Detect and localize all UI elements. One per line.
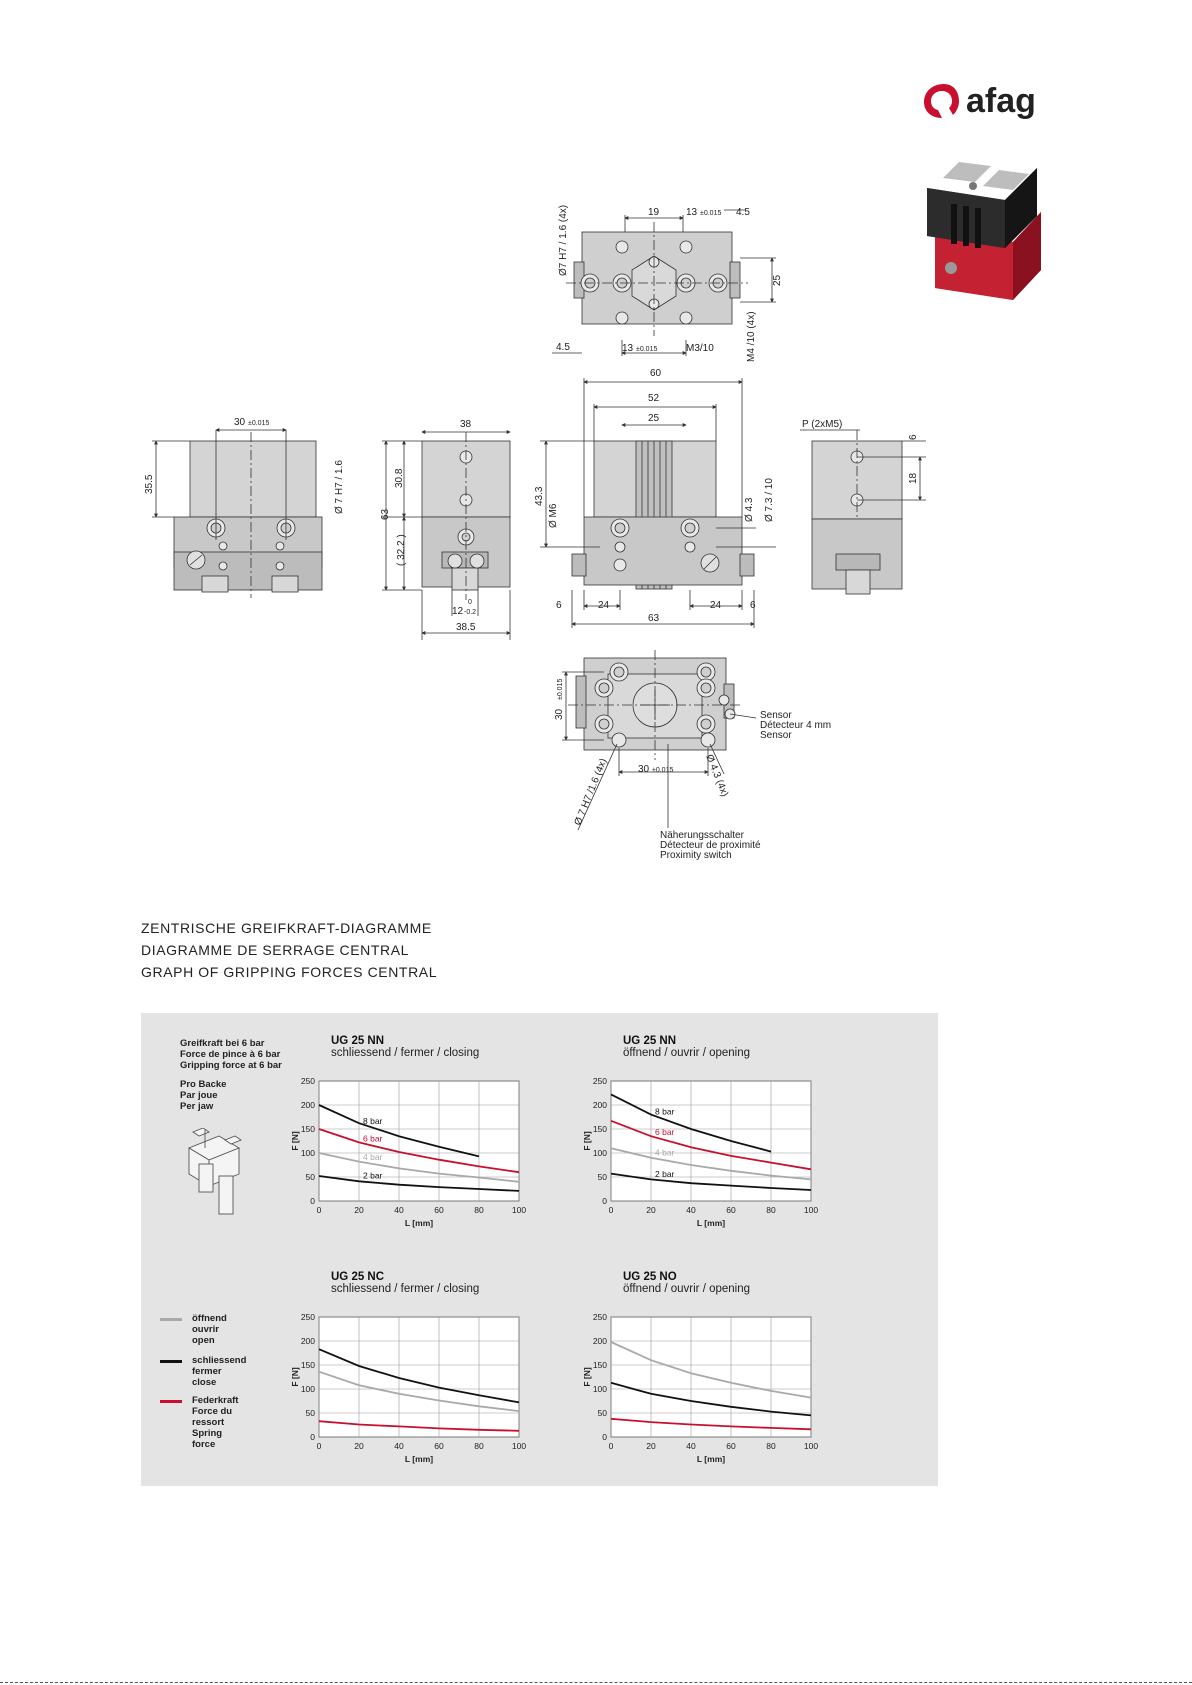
dim-63-front: 63 <box>648 613 660 624</box>
label-4-3-4x: Ø 4.3 (4x) <box>703 753 731 799</box>
y-tick-label: 250 <box>300 1312 315 1322</box>
y-tick-label: 150 <box>300 1124 315 1134</box>
y-tick-label: 100 <box>300 1384 315 1394</box>
chart1-title: UG 25 NN <box>331 1035 385 1047</box>
series-label: 4 bar <box>363 1152 383 1163</box>
x-tick-label: 60 <box>726 1205 736 1215</box>
heading-de: ZENTRISCHE GREIFKRAFT-DIAGRAMME <box>141 920 432 936</box>
left-view <box>152 430 322 598</box>
chart3-heading <box>331 1271 479 1295</box>
x-tick-label: 40 <box>394 1205 404 1215</box>
legend-perjaw <box>180 1079 226 1112</box>
x-tick-label: 20 <box>354 1441 364 1451</box>
x-tick-label: 20 <box>354 1205 364 1215</box>
dim-25-top: 25 <box>772 274 783 286</box>
dim-30-bottom-v: 30 <box>554 708 565 720</box>
y-tick-label: 100 <box>592 1384 607 1394</box>
dim-18: 18 <box>908 472 919 484</box>
tol-015-left: ±0.015 <box>248 420 270 427</box>
y-axis-label: F [N] <box>290 1367 300 1387</box>
y-tick-label: 150 <box>592 1124 607 1134</box>
x-axis-label: L [mm] <box>404 1218 434 1228</box>
x-tick-label: 40 <box>394 1441 404 1451</box>
dim-38: 38 <box>460 419 472 430</box>
y-tick-label: 0 <box>310 1432 315 1442</box>
label-bore-4x-top: Ø7 H7 / 1.6 (4x) <box>558 204 569 276</box>
dim-30-8: 30.8 <box>394 468 405 488</box>
dim-60: 60 <box>650 368 662 379</box>
tol-015-a: ±0.015 <box>700 210 722 217</box>
series-label: 6 bar <box>363 1133 383 1144</box>
x-tick-label: 80 <box>474 1205 484 1215</box>
label-p-2xm5: P (2xM5) <box>802 419 843 430</box>
right-view <box>800 430 926 594</box>
x-axis-label: L [mm] <box>404 1454 434 1464</box>
plot-area <box>319 1317 519 1437</box>
series-label: 2 bar <box>655 1169 675 1179</box>
dim-32-2: ( 32.2 ) <box>396 534 407 566</box>
chart4-subtitle: öffnend / ouvrir / opening <box>623 1283 751 1295</box>
x-tick-label: 100 <box>803 1205 819 1215</box>
series-label: 4 bar <box>655 1147 675 1158</box>
y-axis-label: F [N] <box>582 1131 592 1151</box>
y-tick-label: 250 <box>592 1312 607 1322</box>
y-tick-label: 50 <box>597 1172 607 1182</box>
y-tick-label: 250 <box>592 1076 607 1086</box>
y-tick-label: 100 <box>592 1148 607 1158</box>
chart-ug25no-opening <box>583 1311 823 1491</box>
sensor-en: Sensor <box>760 730 792 741</box>
chart-panel <box>141 1013 938 1486</box>
x-tick-label: 40 <box>686 1441 696 1451</box>
chart-ug25nn-opening <box>583 1075 823 1255</box>
footer-rule <box>0 1682 1192 1683</box>
dim-12: 12 <box>452 606 464 617</box>
label-m4-4x: M4 /10 (4x) <box>746 311 757 362</box>
chart2-heading <box>623 1035 750 1059</box>
dim-6-right-view: 6 <box>908 434 919 440</box>
label-bore-4x-bottom: Ø 7 H7 /1.6 (4x) <box>572 757 610 828</box>
legend-close-en: close <box>192 1377 217 1388</box>
y-tick-label: 200 <box>300 1100 315 1110</box>
proximity-de: Näherungsschalter <box>660 830 744 841</box>
legend-swatch-spring <box>160 1400 182 1403</box>
chart-ug25nn-closing <box>291 1075 531 1255</box>
legend-gripping-en: Gripping force at 6 bar <box>180 1060 282 1071</box>
x-tick-label: 60 <box>726 1441 736 1451</box>
x-axis-label: L [mm] <box>696 1218 726 1228</box>
y-tick-label: 200 <box>592 1100 607 1110</box>
legend-close-fr: fermer <box>192 1366 222 1377</box>
x-tick-label: 100 <box>511 1205 527 1215</box>
dim-19: 19 <box>648 207 660 218</box>
legend-swatch-close <box>160 1360 182 1363</box>
x-tick-label: 40 <box>686 1205 696 1215</box>
tol-015-b: ±0.015 <box>636 346 658 353</box>
chart1-subtitle: schliessend / fermer / closing <box>331 1047 480 1059</box>
x-tick-label: 80 <box>766 1441 776 1451</box>
series-label: 6 bar <box>655 1127 675 1138</box>
y-tick-label: 0 <box>602 1196 607 1206</box>
dim-6-right: 6 <box>750 600 756 611</box>
tol-015-bottom-v: ±0.015 <box>557 678 564 700</box>
heading-en: GRAPH OF GRIPPING FORCES CENTRAL <box>141 964 438 980</box>
x-tick-label: 60 <box>434 1441 444 1451</box>
legend-gripping-de: Greifkraft bei 6 bar <box>180 1038 265 1049</box>
y-tick-label: 50 <box>305 1408 315 1418</box>
dim-24-left: 24 <box>598 600 610 611</box>
chart3-subtitle: schliessend / fermer / closing <box>331 1283 480 1295</box>
legend-open-de: öffnend <box>192 1313 227 1324</box>
label-bore-left: Ø 7 H7 / 1.6 <box>334 460 345 514</box>
series-label: 8 bar <box>655 1106 675 1117</box>
legend-swatch-open <box>160 1318 182 1321</box>
y-axis-label: F [N] <box>290 1131 300 1151</box>
logo-wordmark: afag <box>966 82 1036 120</box>
chart-ug25nc-closing <box>291 1311 531 1491</box>
x-tick-label: 0 <box>316 1205 322 1215</box>
series-label: 8 bar <box>363 1116 383 1127</box>
series-label: 2 bar <box>363 1170 383 1181</box>
chart2-subtitle: öffnend / ouvrir / opening <box>623 1047 751 1059</box>
proximity-en: Proximity switch <box>660 850 732 861</box>
top-view <box>552 210 776 356</box>
proximity-fr: Détecteur de proximité <box>660 840 761 851</box>
x-axis-label: L [mm] <box>696 1454 726 1464</box>
dim-35-5: 35.5 <box>144 474 155 494</box>
dim-6-left: 6 <box>556 600 562 611</box>
y-tick-label: 0 <box>602 1432 607 1442</box>
chart2-title: UG 25 NN <box>623 1035 677 1047</box>
dim-38-5: 38.5 <box>456 622 476 633</box>
x-tick-label: 20 <box>646 1205 656 1215</box>
chart3-title: UG 25 NC <box>331 1271 385 1283</box>
legend-spring-de: Federkraft <box>192 1395 239 1406</box>
dim-13-bottom: 13 <box>622 343 634 354</box>
tol-12-lower: -0.2 <box>464 609 477 616</box>
y-tick-label: 0 <box>310 1196 315 1206</box>
tol-12-upper: 0 <box>468 599 472 606</box>
dim-43-3: 43.3 <box>534 486 545 506</box>
chart4-title: UG 25 NO <box>623 1271 677 1283</box>
chart1-heading <box>331 1035 479 1059</box>
y-tick-label: 150 <box>300 1360 315 1370</box>
y-tick-label: 200 <box>592 1336 607 1346</box>
legend-gripping-fr: Force de pince à 6 bar <box>180 1049 281 1060</box>
x-tick-label: 0 <box>608 1441 614 1451</box>
plot-area <box>611 1317 811 1437</box>
x-tick-label: 80 <box>766 1205 776 1215</box>
dim-24-right: 24 <box>710 600 722 611</box>
plot-area <box>611 1081 811 1201</box>
legend-spring-fr: Force du ressort <box>192 1406 233 1428</box>
x-tick-label: 0 <box>608 1205 614 1215</box>
legend-perjaw-fr: Par joue <box>180 1090 218 1101</box>
y-axis-label: F [N] <box>582 1367 592 1387</box>
tol-015-bottom-h: ±0.015 <box>652 767 674 774</box>
legend-spring-en: Spring force <box>192 1428 223 1450</box>
y-tick-label: 50 <box>597 1408 607 1418</box>
sensor-fr: Détecteur 4 mm <box>760 720 832 731</box>
dim-4-5-top: 4.5 <box>736 207 750 218</box>
dim-30-left: 30 <box>234 417 246 428</box>
y-tick-label: 250 <box>300 1076 315 1086</box>
sensor-de: Sensor <box>760 710 792 721</box>
legend-open-fr: ouvrir <box>192 1324 219 1335</box>
y-tick-label: 200 <box>300 1336 315 1346</box>
legend-open-en: open <box>192 1335 215 1346</box>
y-tick-label: 50 <box>305 1172 315 1182</box>
chart4-heading <box>623 1271 750 1295</box>
x-tick-label: 20 <box>646 1441 656 1451</box>
dim-7-3-10: Ø 7.3 / 10 <box>764 478 775 522</box>
dim-52: 52 <box>648 393 660 404</box>
dim-4-5-bottom: 4.5 <box>556 342 570 353</box>
x-tick-label: 100 <box>511 1441 527 1451</box>
y-tick-label: 150 <box>592 1360 607 1370</box>
dim-63-side: 63 <box>380 508 391 520</box>
dim-30-bottom-h: 30 <box>638 764 650 775</box>
x-tick-label: 100 <box>803 1441 819 1451</box>
dim-13-top: 13 <box>686 207 698 218</box>
heading-fr: DIAGRAMME DE SERRAGE CENTRAL <box>141 942 410 958</box>
legend-perjaw-de: Pro Backe <box>180 1079 227 1090</box>
legend-gripping <box>180 1038 282 1071</box>
x-tick-label: 80 <box>474 1441 484 1451</box>
x-tick-label: 60 <box>434 1205 444 1215</box>
x-tick-label: 0 <box>316 1441 322 1451</box>
legend-close-de: schliessend <box>192 1355 247 1366</box>
gripper-illustration <box>179 1128 249 1238</box>
y-tick-label: 100 <box>300 1148 315 1158</box>
legend-perjaw-en: Per jaw <box>180 1101 214 1112</box>
dim-4-3-front: Ø 4.3 <box>744 497 755 522</box>
dim-m6: Ø M6 <box>548 503 559 528</box>
dim-25-front: 25 <box>648 413 660 424</box>
dim-m3-10: M3/10 <box>686 343 714 354</box>
